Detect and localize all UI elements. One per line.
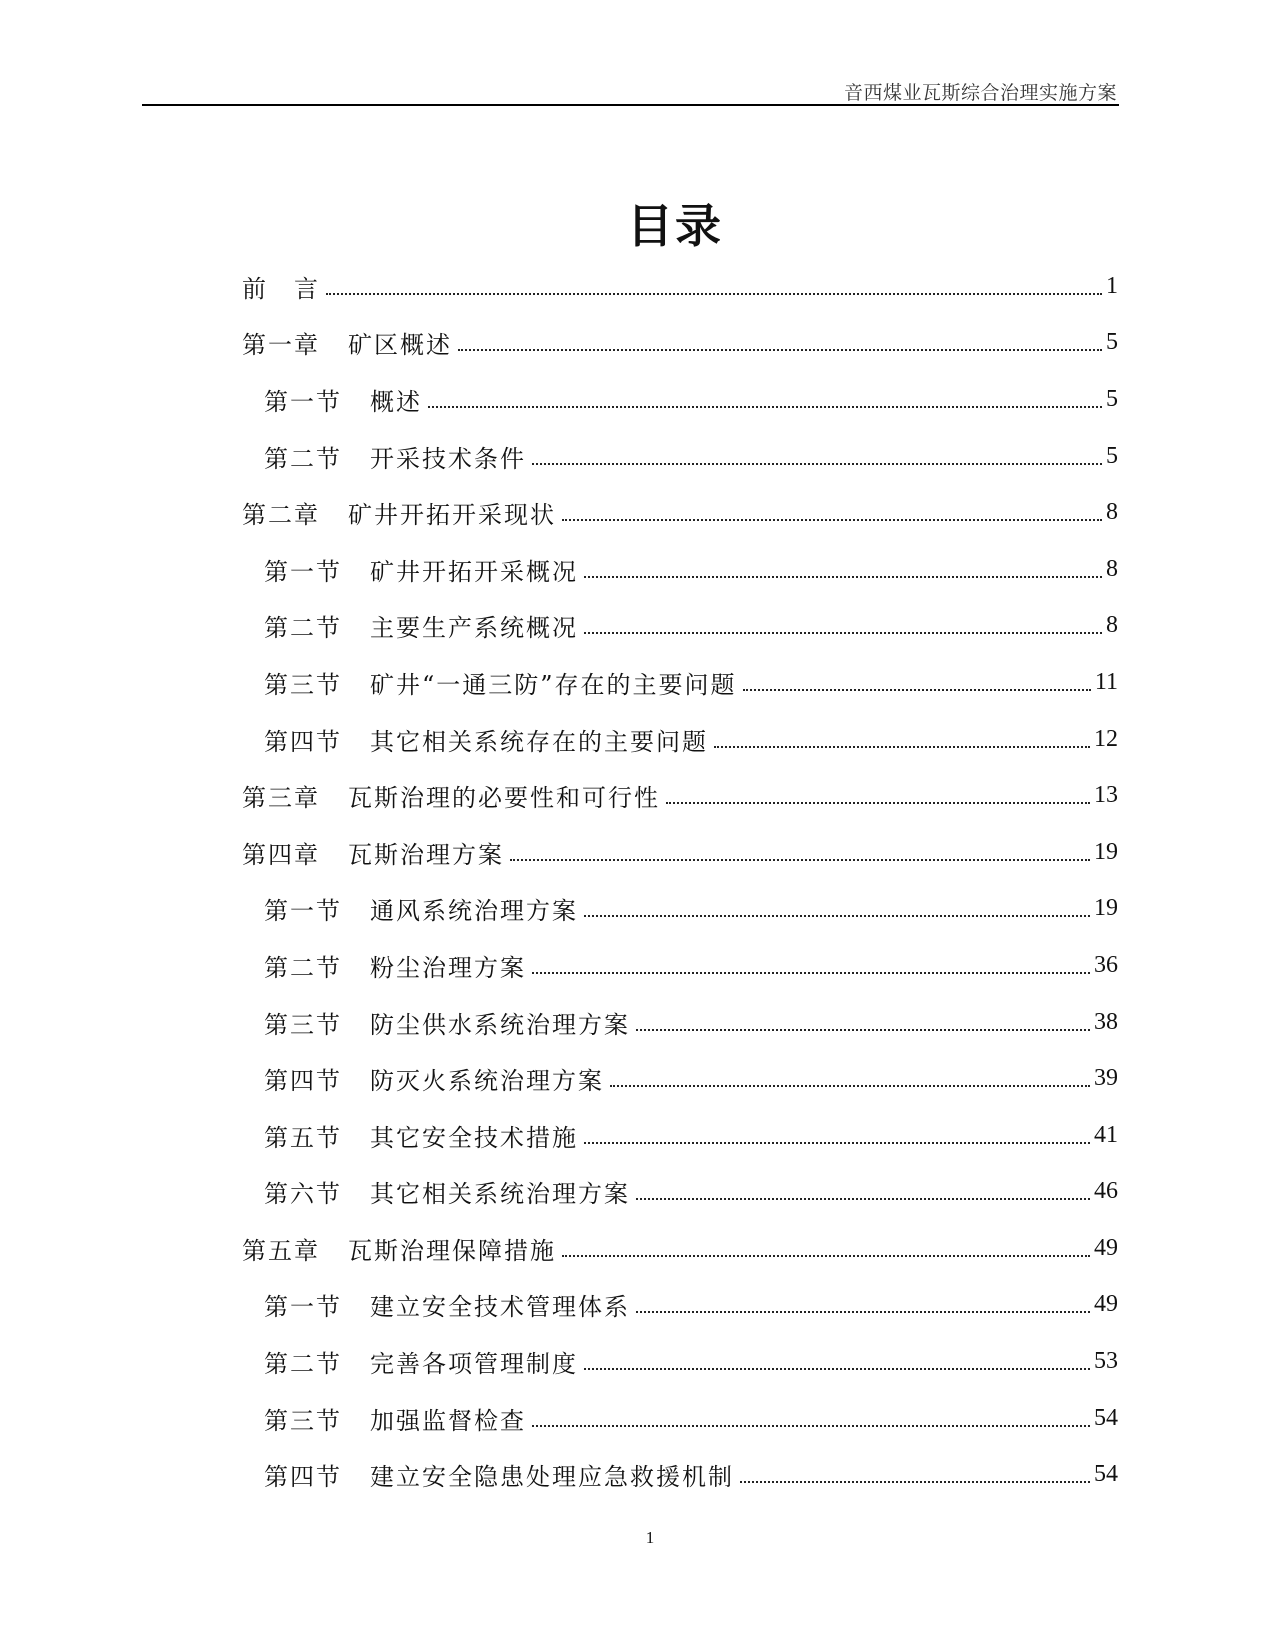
running-header	[142, 72, 1119, 106]
page-title: 目录	[627, 199, 723, 253]
toc-entry-title: 矿井开拓开采概况	[370, 557, 578, 586]
toc-entry[interactable]	[242, 711, 1118, 768]
toc-leader-dots	[532, 1424, 1090, 1427]
toc-entry[interactable]	[242, 1277, 1118, 1334]
toc-entry-page: 41	[1094, 1121, 1118, 1148]
toc-entry-number: 第五章	[242, 1236, 320, 1265]
toc-entry-number: 第三节	[264, 1406, 342, 1435]
toc-leader-dots	[714, 745, 1090, 748]
toc-entry[interactable]	[242, 824, 1118, 881]
header-rule	[142, 104, 1119, 106]
toc-entry-page: 19	[1094, 838, 1118, 865]
toc-entry[interactable]	[242, 1220, 1118, 1277]
toc-entry-title: 其它相关系统治理方案	[370, 1180, 630, 1209]
toc-entry-number: 第二节	[264, 953, 342, 982]
toc-entry-page: 11	[1094, 668, 1118, 695]
toc-leader-dots	[562, 518, 1102, 521]
toc-entry-number: 前 言	[242, 274, 320, 303]
toc-entry-page: 46	[1094, 1178, 1118, 1205]
toc-leader-dots	[510, 858, 1090, 861]
toc-entry-title: 概述	[370, 387, 422, 416]
toc-leader-dots	[428, 405, 1102, 408]
toc-entry-number: 第二节	[264, 1350, 342, 1379]
toc-leader-dots	[584, 631, 1102, 634]
toc-entry-page: 19	[1094, 895, 1118, 922]
toc-entry[interactable]	[242, 654, 1118, 711]
toc-entry-title: 主要生产系统概况	[370, 614, 578, 643]
toc-entry-page: 36	[1094, 951, 1118, 978]
toc-entry[interactable]	[242, 598, 1118, 655]
toc-entry-page: 1	[1106, 272, 1118, 299]
toc-entry-page: 54	[1094, 1461, 1118, 1488]
toc-entry-title: 矿区概述	[348, 331, 452, 360]
toc-entry[interactable]	[242, 767, 1118, 824]
toc-entry-number: 第四节	[264, 1463, 342, 1492]
toc-entry-number: 第一节	[264, 387, 342, 416]
toc-leader-dots	[458, 348, 1102, 351]
toc-leader-dots	[584, 1367, 1090, 1370]
toc-entry[interactable]	[242, 1164, 1118, 1221]
toc-entry[interactable]	[242, 937, 1118, 994]
toc-entry-number: 第二节	[264, 444, 342, 473]
toc-entry-number: 第三节	[264, 1010, 342, 1039]
toc-entry-title: 建立安全隐患处理应急救援机制	[370, 1463, 734, 1492]
toc-leader-dots	[532, 971, 1090, 974]
toc-leader-dots	[562, 1254, 1090, 1257]
toc-entry-number: 第四节	[264, 1067, 342, 1096]
toc-entry-page: 5	[1106, 385, 1118, 412]
toc-leader-dots	[636, 1197, 1090, 1200]
toc-entry-title: 瓦斯治理的必要性和可行性	[348, 784, 660, 813]
toc-entry-number: 第一节	[264, 557, 342, 586]
toc-entry[interactable]	[242, 428, 1118, 485]
toc-entry[interactable]	[242, 1390, 1118, 1447]
toc-entry-number: 第一节	[264, 897, 342, 926]
toc-entry[interactable]	[242, 315, 1118, 372]
toc-entry[interactable]	[242, 881, 1118, 938]
header-title: 音西煤业瓦斯综合治理实施方案	[843, 82, 1117, 104]
toc-entry-number: 第二章	[242, 501, 320, 530]
toc-entry-title: 防灭火系统治理方案	[370, 1067, 604, 1096]
toc-leader-dots	[740, 1480, 1090, 1483]
toc-entry-number: 第二节	[264, 614, 342, 643]
toc-leader-dots	[743, 688, 1091, 691]
toc-entry-page: 8	[1106, 499, 1118, 526]
toc-entry[interactable]	[242, 541, 1118, 598]
toc-entry-title: 建立安全技术管理体系	[370, 1293, 630, 1322]
toc-entry[interactable]	[242, 994, 1118, 1051]
toc-entry-title: 开采技术条件	[370, 444, 526, 473]
toc-entry-number: 第一章	[242, 331, 320, 360]
toc-entry[interactable]	[242, 484, 1118, 541]
toc-entry-page: 53	[1094, 1348, 1118, 1375]
toc-entry-title: 粉尘治理方案	[370, 953, 526, 982]
toc-entry-number: 第六节	[264, 1180, 342, 1209]
page-number: 1	[645, 1528, 655, 1547]
toc-entry-title: 矿井开拓开采现状	[348, 501, 556, 530]
toc-entry[interactable]	[242, 371, 1118, 428]
toc-entry-number: 第四节	[264, 727, 342, 756]
toc-leader-dots	[666, 801, 1090, 804]
toc-leader-dots	[610, 1084, 1090, 1087]
toc-entry-page: 8	[1106, 612, 1118, 639]
toc-entry-title: 加强监督检查	[370, 1406, 526, 1435]
toc-entry[interactable]	[242, 1333, 1118, 1390]
toc-entry-page: 5	[1106, 329, 1118, 356]
toc-entry-number: 第一节	[264, 1293, 342, 1322]
toc-entry-title: 其它安全技术措施	[370, 1123, 578, 1152]
toc-leader-dots	[584, 575, 1102, 578]
toc-entry-page: 12	[1094, 725, 1118, 752]
toc-entry-page: 8	[1106, 555, 1118, 582]
toc-leader-dots	[584, 914, 1090, 917]
toc-entry[interactable]	[242, 1050, 1118, 1107]
toc-entry[interactable]	[242, 1446, 1118, 1503]
toc-leader-dots	[532, 462, 1102, 465]
toc-entry-number: 第三节	[264, 670, 342, 699]
toc-entry-page: 39	[1094, 1065, 1118, 1092]
toc-entry-title: 瓦斯治理方案	[348, 840, 504, 869]
toc-entry-title: 完善各项管理制度	[370, 1350, 578, 1379]
toc-entry-number: 第四章	[242, 840, 320, 869]
toc-entry-page: 54	[1094, 1404, 1118, 1431]
toc-entry-title: 矿井“一通三防”存在的主要问题	[370, 670, 737, 699]
toc-entry-page: 38	[1094, 1008, 1118, 1035]
toc-entry-number: 第五节	[264, 1123, 342, 1152]
toc-entry-title: 其它相关系统存在的主要问题	[370, 727, 708, 756]
toc-entry-page: 5	[1106, 442, 1118, 469]
toc-leader-dots	[326, 292, 1102, 295]
toc-entry[interactable]	[242, 1107, 1118, 1164]
table-of-contents	[242, 258, 1118, 1503]
toc-entry-title: 防尘供水系统治理方案	[370, 1010, 630, 1039]
toc-entry-title: 通风系统治理方案	[370, 897, 578, 926]
toc-leader-dots	[636, 1028, 1090, 1031]
toc-leader-dots	[636, 1310, 1090, 1313]
toc-entry-page: 49	[1094, 1291, 1118, 1318]
toc-entry-page: 49	[1094, 1234, 1118, 1261]
toc-entry-title: 瓦斯治理保障措施	[348, 1236, 556, 1265]
toc-entry-number: 第三章	[242, 784, 320, 813]
toc-leader-dots	[584, 1141, 1090, 1144]
toc-entry-page: 13	[1094, 782, 1118, 809]
toc-entry[interactable]	[242, 258, 1118, 315]
